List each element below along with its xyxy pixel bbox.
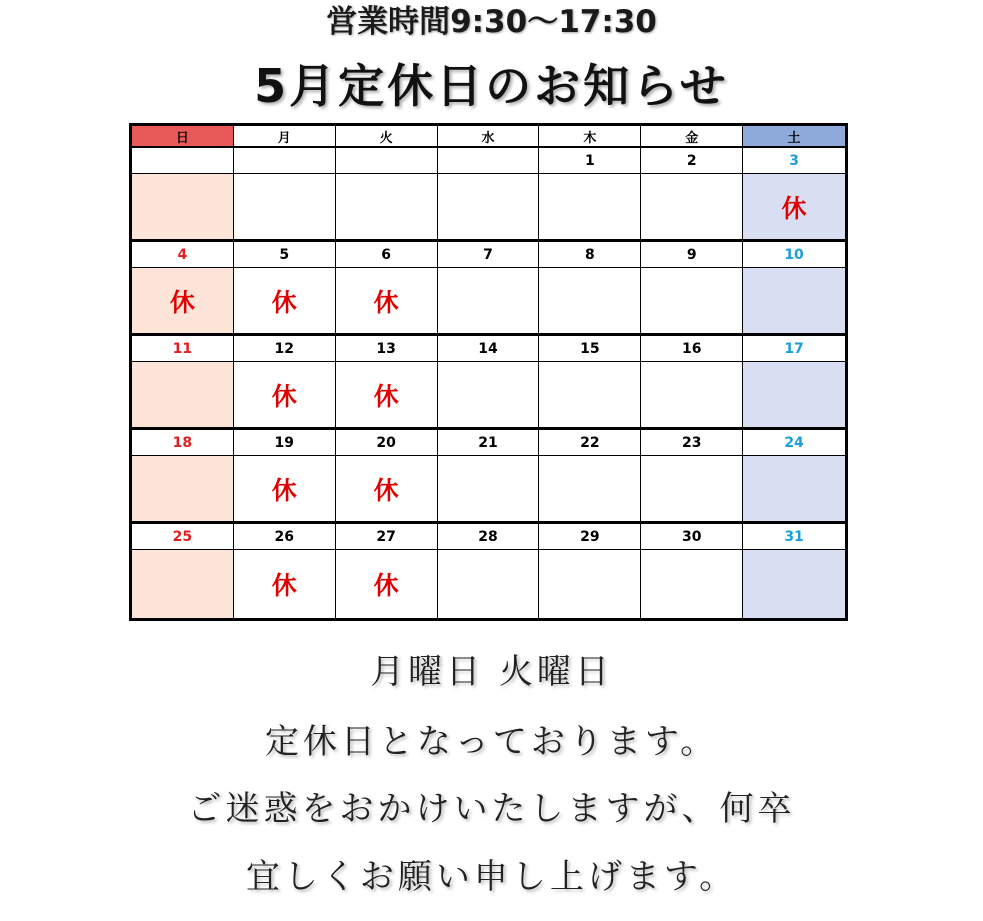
day-cell: [743, 268, 845, 336]
day-cell: 休: [234, 268, 336, 336]
day-cell: [438, 550, 540, 618]
day-number: 18: [132, 430, 234, 456]
weekday-header-thu: 木: [539, 126, 641, 148]
weekday-header-fri: 金: [641, 126, 743, 148]
page-title: 5月定休日のお知らせ: [254, 59, 729, 113]
day-number: 16: [641, 336, 743, 362]
day-cell: [132, 174, 234, 242]
day-number: 12: [234, 336, 336, 362]
day-number: 8: [539, 242, 641, 268]
day-number: 3: [743, 148, 845, 174]
day-cell: [132, 362, 234, 430]
day-cell: [132, 456, 234, 524]
day-number: 29: [539, 524, 641, 550]
day-number: [234, 148, 336, 174]
day-number: 7: [438, 242, 540, 268]
day-number: 13: [336, 336, 438, 362]
day-number: 24: [743, 430, 845, 456]
day-cell: [743, 362, 845, 430]
weekday-header-sat: 土: [743, 126, 845, 148]
day-number: 22: [539, 430, 641, 456]
day-cell: [438, 362, 540, 430]
day-number: 25: [132, 524, 234, 550]
weekday-header-tue: 火: [336, 126, 438, 148]
day-cell: [132, 550, 234, 618]
message-line-2: 定休日となっております。: [264, 722, 719, 762]
day-cell: [336, 174, 438, 242]
day-cell: [438, 268, 540, 336]
day-cell: 休: [743, 174, 845, 242]
day-number: 27: [336, 524, 438, 550]
day-number: 11: [132, 336, 234, 362]
day-cell: [743, 456, 845, 524]
weekday-header-sun: 日: [132, 126, 234, 148]
business-hours: 営業時間9:30～17:30: [326, 4, 657, 40]
day-cell: [438, 174, 540, 242]
day-cell: [539, 550, 641, 618]
day-number: 9: [641, 242, 743, 268]
day-cell: [641, 550, 743, 618]
day-cell: [234, 174, 336, 242]
day-cell: 休: [336, 268, 438, 336]
day-number: 15: [539, 336, 641, 362]
day-number: 28: [438, 524, 540, 550]
day-cell: 休: [234, 456, 336, 524]
day-number: 5: [234, 242, 336, 268]
day-number: [336, 148, 438, 174]
day-cell: 休: [234, 362, 336, 430]
day-number: 26: [234, 524, 336, 550]
day-cell: [539, 174, 641, 242]
day-cell: [743, 550, 845, 618]
day-cell: [641, 268, 743, 336]
day-cell: [539, 362, 641, 430]
day-number: 17: [743, 336, 845, 362]
day-number: 23: [641, 430, 743, 456]
day-number: 19: [234, 430, 336, 456]
day-cell: [539, 268, 641, 336]
day-number: [132, 148, 234, 174]
day-number: 10: [743, 242, 845, 268]
calendar-grid: [129, 123, 848, 621]
message-line-3: ご迷惑をおかけいたしますが、何卒: [187, 789, 796, 829]
day-number: 1: [539, 148, 641, 174]
day-number: 20: [336, 430, 438, 456]
day-cell: 休: [336, 550, 438, 618]
day-number: 4: [132, 242, 234, 268]
day-number: [438, 148, 540, 174]
day-cell: [641, 456, 743, 524]
message-line-4: 宜しくお願い申し上げます。: [245, 857, 738, 897]
day-cell: 休: [234, 550, 336, 618]
day-cell: [641, 362, 743, 430]
day-cell: 休: [336, 456, 438, 524]
day-number: 2: [641, 148, 743, 174]
weekday-header-mon: 月: [234, 126, 336, 148]
day-cell: [641, 174, 743, 242]
day-number: 21: [438, 430, 540, 456]
day-number: 14: [438, 336, 540, 362]
day-number: 30: [641, 524, 743, 550]
day-cell: 休: [132, 268, 234, 336]
day-cell: [438, 456, 540, 524]
day-cell: [539, 456, 641, 524]
day-number: 31: [743, 524, 845, 550]
day-number: 6: [336, 242, 438, 268]
message-line-1: 月曜日 火曜日: [370, 652, 613, 692]
day-cell: 休: [336, 362, 438, 430]
weekday-header-wed: 水: [438, 126, 540, 148]
